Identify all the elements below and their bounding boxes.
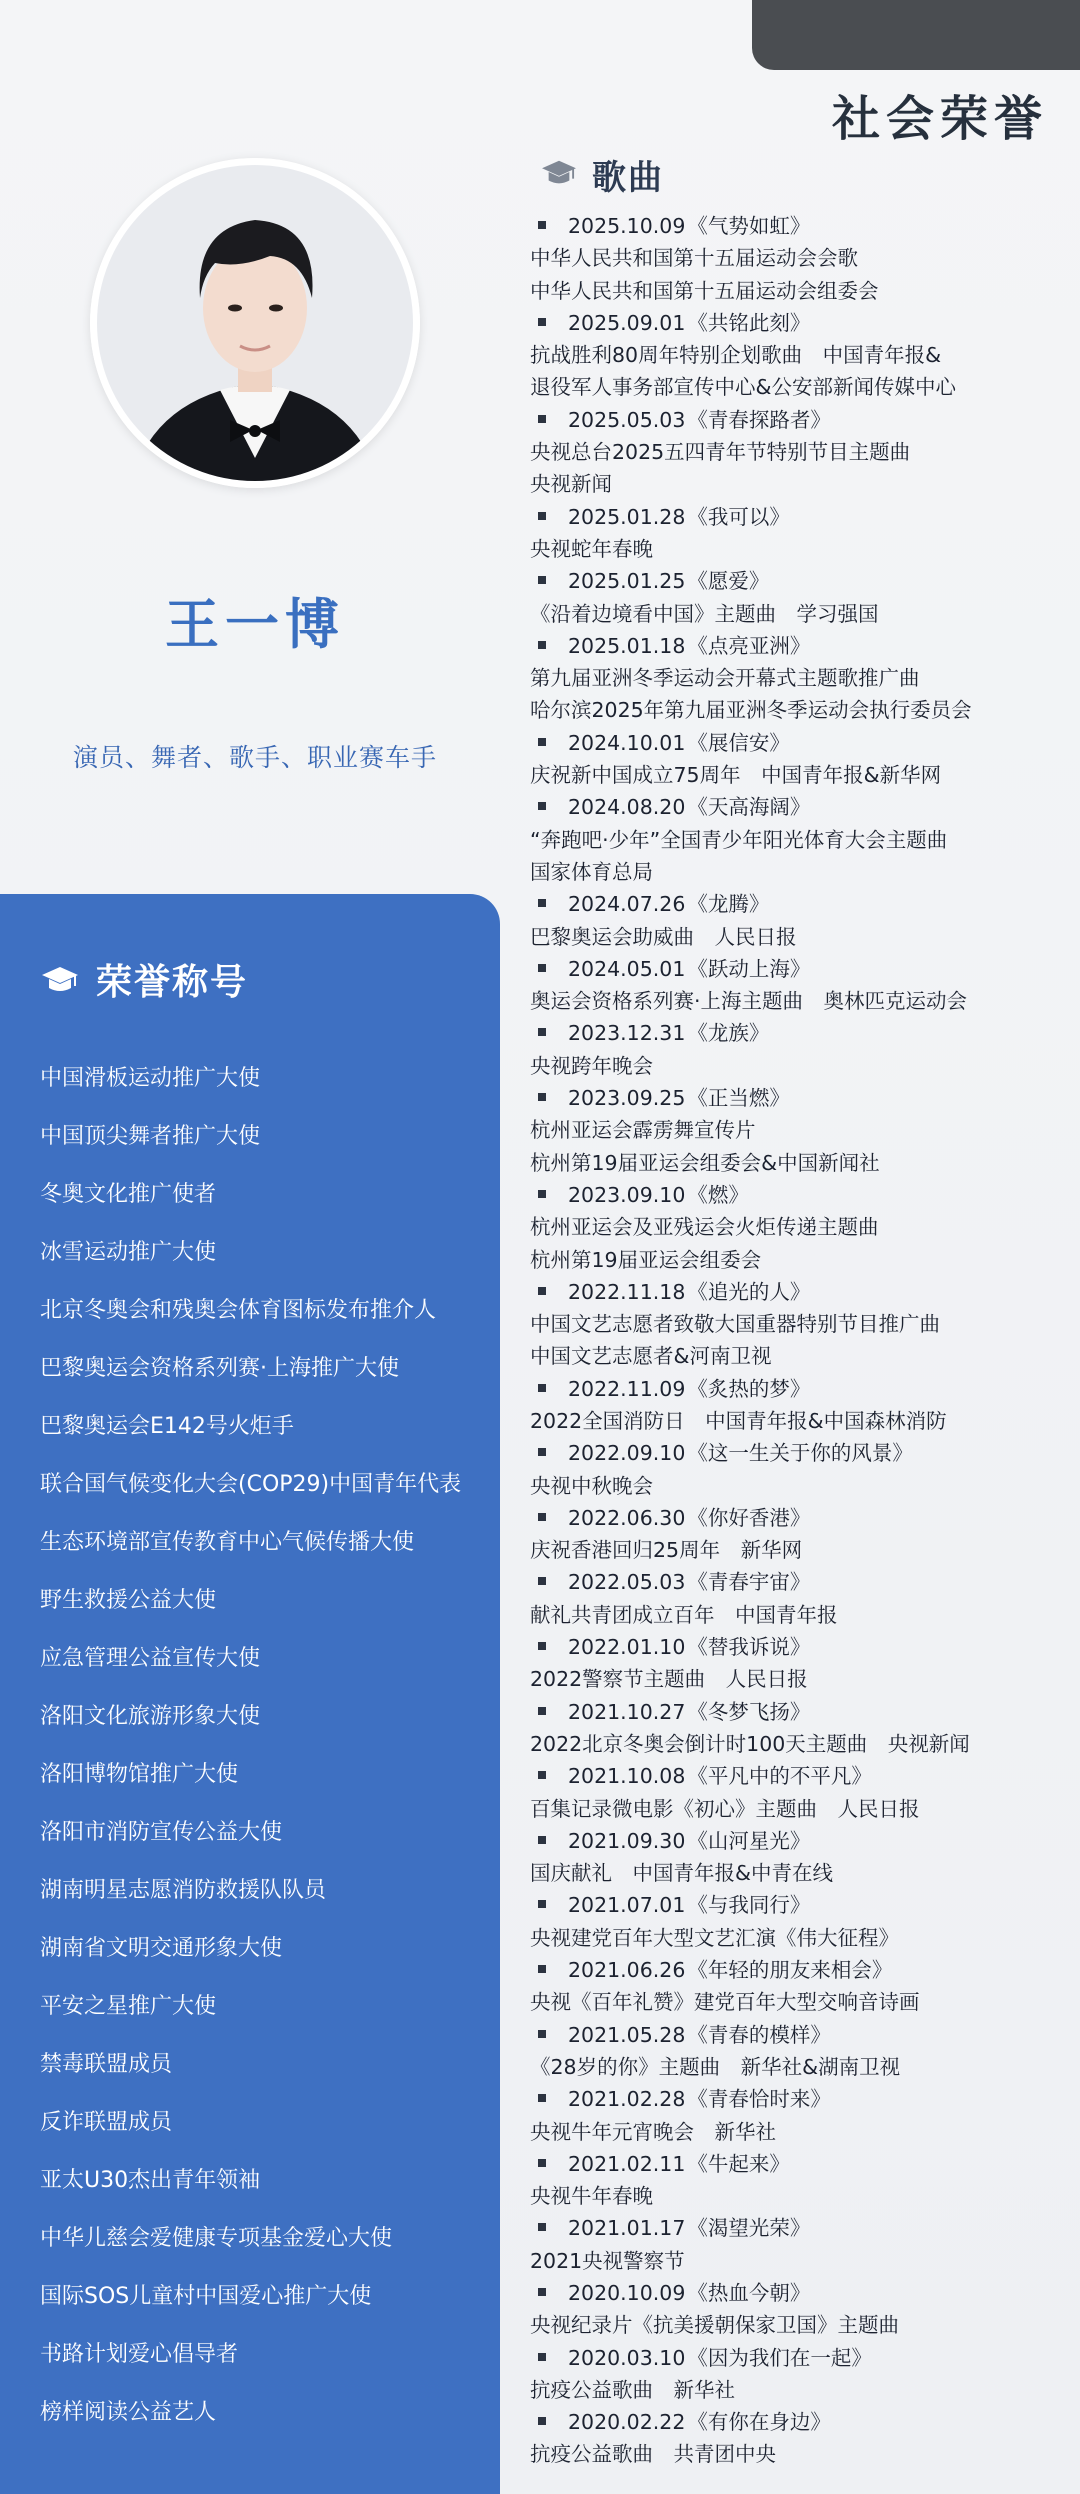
song-detail: 2022北京冬奥会倒计时100天主题曲 央视新闻 bbox=[530, 1731, 970, 1756]
bullet-icon bbox=[538, 1448, 546, 1456]
honor-item: 应急管理公益宣传大使 bbox=[40, 1646, 261, 1671]
song-title: 《愿爱》 bbox=[687, 569, 770, 594]
song-detail: 中国文艺志愿者&河南卫视 bbox=[530, 1344, 772, 1369]
bullet-icon bbox=[538, 899, 546, 907]
bullet-icon bbox=[538, 2094, 546, 2102]
song-title: 《有你在身边》 bbox=[687, 2410, 831, 2435]
song-date: 2020.03.10 bbox=[568, 2345, 686, 2370]
song-date: 2024.08.20 bbox=[568, 795, 686, 820]
song-date: 2025.09.01 bbox=[568, 310, 686, 335]
song-detail: 杭州亚运会及亚残运会火炬传递主题曲 bbox=[530, 1215, 879, 1240]
bullet-icon bbox=[538, 512, 546, 520]
song-date: 2021.02.11 bbox=[568, 2151, 686, 2176]
top-tab bbox=[752, 0, 1080, 70]
song-title: 《渴望光荣》 bbox=[687, 2216, 811, 2241]
honor-item: 联合国气候变化大会(COP29)中国青年代表 bbox=[40, 1472, 462, 1497]
song-detail: 哈尔滨2025年第九届亚洲冬季运动会执行委员会 bbox=[530, 698, 972, 723]
song-entry bbox=[530, 1696, 1070, 1728]
honor-item: 书路计划爱心倡导者 bbox=[40, 2342, 239, 2367]
song-list bbox=[530, 210, 1070, 2471]
song-date: 2024.05.01 bbox=[568, 956, 686, 981]
page-title: 社会荣誉 bbox=[831, 91, 1048, 147]
song-detail: 杭州第19届亚运会组委会 bbox=[530, 1247, 762, 1272]
song-entry bbox=[530, 1954, 1070, 1986]
song-entry bbox=[530, 1437, 1070, 1469]
bullet-icon bbox=[538, 1093, 546, 1101]
song-entry bbox=[530, 2083, 1070, 2115]
honors-heading bbox=[40, 954, 248, 1005]
song-detail: 杭州第19届亚运会组委会&中国新闻社 bbox=[530, 1150, 880, 1175]
song-title: 《年轻的朋友来相会》 bbox=[687, 1958, 893, 1983]
song-detail: 央视总台2025五四青年节特别节目主题曲 bbox=[530, 440, 911, 465]
song-detail: 中国文艺志愿者致敬大国重器特别节目推广曲 bbox=[530, 1312, 940, 1337]
song-title: 《龙族》 bbox=[687, 1021, 770, 1046]
song-date: 2021.02.28 bbox=[568, 2087, 686, 2112]
song-entry bbox=[530, 1179, 1070, 1211]
song-detail: 央视跨年晚会 bbox=[530, 1053, 653, 1078]
avatar-portrait bbox=[90, 158, 420, 488]
song-detail: 央视牛年元宵晚会 新华社 bbox=[530, 2119, 776, 2144]
honor-item: 中华儿慈会爱健康专项基金爱心大使 bbox=[40, 2226, 393, 2251]
bullet-icon bbox=[538, 1577, 546, 1585]
song-date: 2021.05.28 bbox=[568, 2022, 686, 2047]
song-entry bbox=[530, 1017, 1070, 1049]
song-date: 2025.01.28 bbox=[568, 504, 686, 529]
song-date: 2023.12.31 bbox=[568, 1021, 686, 1046]
song-detail: 2021央视警察节 bbox=[530, 2248, 685, 2273]
song-date: 2022.01.10 bbox=[568, 1635, 686, 1660]
songs-heading bbox=[540, 150, 664, 199]
honor-item: 亚太U30杰出青年领袖 bbox=[40, 2168, 261, 2193]
bullet-icon bbox=[538, 2159, 546, 2167]
song-date: 2025.01.25 bbox=[568, 569, 686, 594]
avatar bbox=[90, 158, 420, 488]
graduation-cap-icon bbox=[540, 157, 578, 193]
song-title: 《正当燃》 bbox=[687, 1086, 790, 1111]
bullet-icon bbox=[538, 2353, 546, 2361]
song-title: 《展信安》 bbox=[687, 730, 790, 755]
song-entry bbox=[530, 2148, 1070, 2180]
songs-heading-label: 歌曲 bbox=[592, 158, 664, 198]
song-date: 2020.10.09 bbox=[568, 2281, 686, 2305]
song-detail: 央视中秋晚会 bbox=[530, 1473, 653, 1498]
profile-roles: 演员、舞者、歌手、职业赛车手 bbox=[72, 743, 437, 772]
song-title: 《炙热的梦》 bbox=[687, 1376, 811, 1401]
song-entry bbox=[530, 727, 1070, 759]
bullet-icon bbox=[538, 1900, 546, 1908]
bullet-icon bbox=[538, 1384, 546, 1392]
bullet-icon bbox=[538, 2030, 546, 2038]
song-date: 2024.07.26 bbox=[568, 892, 686, 917]
song-entry bbox=[530, 2342, 1070, 2374]
song-entry bbox=[530, 1373, 1070, 1405]
honor-item: 冬奥文化推广使者 bbox=[40, 1182, 217, 1207]
bullet-icon bbox=[538, 1707, 546, 1715]
song-entry bbox=[530, 1760, 1070, 1792]
song-date: 2021.10.08 bbox=[568, 1764, 686, 1789]
bullet-icon bbox=[538, 1513, 546, 1521]
song-entry bbox=[530, 1631, 1070, 1663]
song-title: 《青春恰时来》 bbox=[687, 2087, 831, 2112]
honor-item: 冰雪运动推广大使 bbox=[40, 1240, 217, 1265]
song-detail: 央视新闻 bbox=[530, 472, 612, 497]
song-date: 2021.10.27 bbox=[568, 1699, 686, 1724]
song-detail: 百集记录微电影《初心》主题曲 人民日报 bbox=[530, 1796, 920, 1821]
bullet-icon bbox=[538, 1287, 546, 1295]
song-entry bbox=[530, 1889, 1070, 1921]
song-title: 《气势如虹》 bbox=[687, 214, 811, 238]
bullet-icon bbox=[538, 1642, 546, 1650]
song-date: 2021.09.30 bbox=[568, 1828, 686, 1853]
song-detail: 抗疫公益歌曲 共青团中央 bbox=[530, 2442, 776, 2467]
bullet-icon bbox=[538, 318, 546, 326]
song-entry bbox=[530, 2019, 1070, 2051]
song-entry bbox=[530, 210, 1070, 242]
honor-item: 湖南明星志愿消防救援队队员 bbox=[40, 1878, 327, 1903]
bullet-icon bbox=[538, 2417, 546, 2425]
song-date: 2022.11.18 bbox=[568, 1279, 686, 1304]
song-date: 2025.10.09 bbox=[568, 214, 686, 238]
honor-item: 洛阳文化旅游形象大使 bbox=[40, 1704, 261, 1729]
song-title: 《追光的人》 bbox=[687, 1279, 811, 1304]
bullet-icon bbox=[538, 641, 546, 649]
song-detail: 抗疫公益歌曲 新华社 bbox=[530, 2377, 735, 2402]
honors-heading-label: 荣誉称号 bbox=[96, 962, 249, 1003]
bullet-icon bbox=[538, 2223, 546, 2231]
song-detail: “奔跑吧·少年”全国青少年阳光体育大会主题曲 bbox=[530, 827, 948, 852]
bullet-icon bbox=[538, 576, 546, 584]
song-date: 2023.09.10 bbox=[568, 1182, 686, 1207]
song-date: 2021.06.26 bbox=[568, 1958, 686, 1983]
song-title: 《因为我们在一起》 bbox=[687, 2345, 872, 2370]
song-date: 2025.01.18 bbox=[568, 633, 686, 658]
song-entry bbox=[530, 1276, 1070, 1308]
song-detail: 《28岁的你》主题曲 新华社&湖南卫视 bbox=[530, 2054, 901, 2079]
song-date: 2022.05.03 bbox=[568, 1570, 686, 1595]
song-title: 《跃动上海》 bbox=[687, 956, 811, 981]
song-title: 《冬梦飞扬》 bbox=[687, 1699, 811, 1724]
honor-list bbox=[40, 1050, 461, 2442]
song-title: 《平凡中的不平凡》 bbox=[687, 1764, 872, 1789]
song-entry bbox=[530, 2406, 1070, 2438]
honor-item: 平安之星推广大使 bbox=[40, 1994, 217, 2019]
bullet-icon bbox=[538, 1965, 546, 1973]
song-title: 《龙腾》 bbox=[687, 892, 770, 917]
song-date: 2021.07.01 bbox=[568, 1893, 686, 1918]
bullet-icon bbox=[538, 738, 546, 746]
honor-item: 中国顶尖舞者推广大使 bbox=[40, 1124, 261, 1149]
song-entry bbox=[530, 307, 1070, 339]
bullet-icon bbox=[538, 1836, 546, 1844]
song-title: 《你好香港》 bbox=[687, 1505, 811, 1530]
honor-item: 巴黎奥运会资格系列赛·上海推广大使 bbox=[40, 1356, 399, 1381]
song-title: 《青春的模样》 bbox=[687, 2022, 831, 2047]
honor-item: 野生救援公益大使 bbox=[40, 1588, 217, 1613]
song-detail: 央视纪录片《抗美援朝保家卫国》主题曲 bbox=[530, 2313, 899, 2338]
song-entry bbox=[530, 565, 1070, 597]
song-detail: 献礼共青团成立百年 中国青年报 bbox=[530, 1602, 838, 1627]
honor-item: 洛阳市消防宣传公益大使 bbox=[40, 1820, 283, 1845]
song-date: 2022.06.30 bbox=[568, 1505, 686, 1530]
song-entry bbox=[530, 1082, 1070, 1114]
song-date: 2023.09.25 bbox=[568, 1086, 686, 1111]
song-detail: 央视《百年礼赞》建党百年大型交响音诗画 bbox=[530, 1990, 920, 2015]
song-entry bbox=[530, 2277, 1070, 2309]
song-date: 2020.02.22 bbox=[568, 2410, 686, 2435]
song-title: 《点亮亚洲》 bbox=[687, 633, 811, 658]
song-date: 2021.01.17 bbox=[568, 2216, 686, 2241]
song-detail: 第九届亚洲冬季运动会开幕式主题歌推广曲 bbox=[530, 666, 920, 691]
song-detail: 抗战胜利80周年特别企划歌曲 中国青年报& bbox=[530, 343, 942, 368]
honor-item: 湖南省文明交通形象大使 bbox=[40, 1936, 283, 1961]
song-entry bbox=[530, 1566, 1070, 1598]
song-detail: 国庆献礼 中国青年报&中青在线 bbox=[530, 1861, 833, 1886]
honor-item: 榜样阅读公益艺人 bbox=[40, 2400, 217, 2425]
song-detail: 央视建党百年大型文艺汇演《伟大征程》 bbox=[530, 1925, 899, 1950]
song-entry bbox=[530, 501, 1070, 533]
song-entry bbox=[530, 888, 1070, 920]
bullet-icon bbox=[538, 1190, 546, 1198]
song-detail: 庆祝香港回归25周年 新华网 bbox=[530, 1538, 803, 1563]
song-title: 《青春宇宙》 bbox=[687, 1570, 811, 1595]
song-date: 2022.09.10 bbox=[568, 1441, 686, 1466]
honor-item: 巴黎奥运会E142号火炬手 bbox=[40, 1414, 294, 1439]
song-entry bbox=[530, 1825, 1070, 1857]
song-entry bbox=[530, 2212, 1070, 2244]
song-detail: 2022全国消防日 中国青年报&中国森林消防 bbox=[530, 1408, 947, 1433]
honor-item: 禁毒联盟成员 bbox=[40, 2052, 173, 2077]
song-detail: 杭州亚运会霹雳舞宣传片 bbox=[530, 1118, 756, 1143]
honor-item: 国际SOS儿童村中国爱心推广大使 bbox=[40, 2284, 372, 2309]
song-title: 《这一生关于你的风景》 bbox=[687, 1441, 913, 1466]
song-detail: 央视牛年春晚 bbox=[530, 2184, 653, 2209]
honor-item: 北京冬奥会和残奥会体育图标发布推介人 bbox=[40, 1298, 437, 1323]
honors-panel bbox=[0, 894, 500, 2494]
bullet-icon bbox=[538, 221, 546, 229]
honor-item: 生态环境部宣传教育中心气候传播大使 bbox=[40, 1530, 415, 1555]
song-date: 2025.05.03 bbox=[568, 407, 686, 432]
song-entry bbox=[530, 953, 1070, 985]
song-detail: 庆祝新中国成立75周年 中国青年报&新华网 bbox=[530, 763, 942, 788]
song-title: 《牛起来》 bbox=[687, 2151, 790, 2176]
song-title: 《共铭此刻》 bbox=[687, 310, 811, 335]
honor-item: 反诈联盟成员 bbox=[40, 2110, 173, 2135]
graduation-cap-icon bbox=[40, 963, 80, 997]
song-date: 2024.10.01 bbox=[568, 730, 686, 755]
song-detail: 中华人民共和国第十五届运动会组委会 bbox=[530, 278, 879, 303]
bullet-icon bbox=[538, 802, 546, 810]
song-entry bbox=[530, 630, 1070, 662]
song-entry bbox=[530, 404, 1070, 436]
bullet-icon bbox=[538, 415, 546, 423]
song-title: 《天高海阔》 bbox=[687, 795, 811, 820]
song-title: 《我可以》 bbox=[687, 504, 790, 529]
bullet-icon bbox=[538, 964, 546, 972]
song-title: 《青春探路者》 bbox=[687, 407, 831, 432]
bullet-icon bbox=[538, 1771, 546, 1779]
song-entry bbox=[530, 791, 1070, 823]
song-detail: 退役军人事务部宣传中心&公安部新闻传媒中心 bbox=[530, 375, 956, 400]
song-detail: 国家体育总局 bbox=[530, 859, 653, 884]
song-detail: 《沿着边境看中国》主题曲 学习强国 bbox=[530, 601, 879, 626]
bullet-icon bbox=[538, 2288, 546, 2296]
song-detail: 中华人民共和国第十五届运动会会歌 bbox=[530, 246, 858, 271]
song-title: 《燃》 bbox=[687, 1182, 749, 1207]
honor-item: 中国滑板运动推广大使 bbox=[40, 1066, 261, 1091]
song-detail: 2022警察节主题曲 人民日报 bbox=[530, 1667, 808, 1692]
song-detail: 巴黎奥运会助威曲 人民日报 bbox=[530, 924, 797, 949]
song-title: 《山河星光》 bbox=[687, 1828, 811, 1853]
profile-name: 王一博 bbox=[165, 593, 345, 656]
song-title: 《替我诉说》 bbox=[687, 1635, 811, 1660]
song-entry bbox=[530, 1502, 1070, 1534]
song-title: 《热血今朝》 bbox=[687, 2281, 811, 2305]
song-detail: 奥运会资格系列赛·上海主题曲 奥林匹克运动会 bbox=[530, 989, 968, 1014]
honor-item: 洛阳博物馆推广大使 bbox=[40, 1762, 239, 1787]
bullet-icon bbox=[538, 1028, 546, 1036]
song-title: 《与我同行》 bbox=[687, 1893, 811, 1918]
song-date: 2022.11.09 bbox=[568, 1376, 686, 1401]
song-detail: 央视蛇年春晚 bbox=[530, 536, 653, 561]
